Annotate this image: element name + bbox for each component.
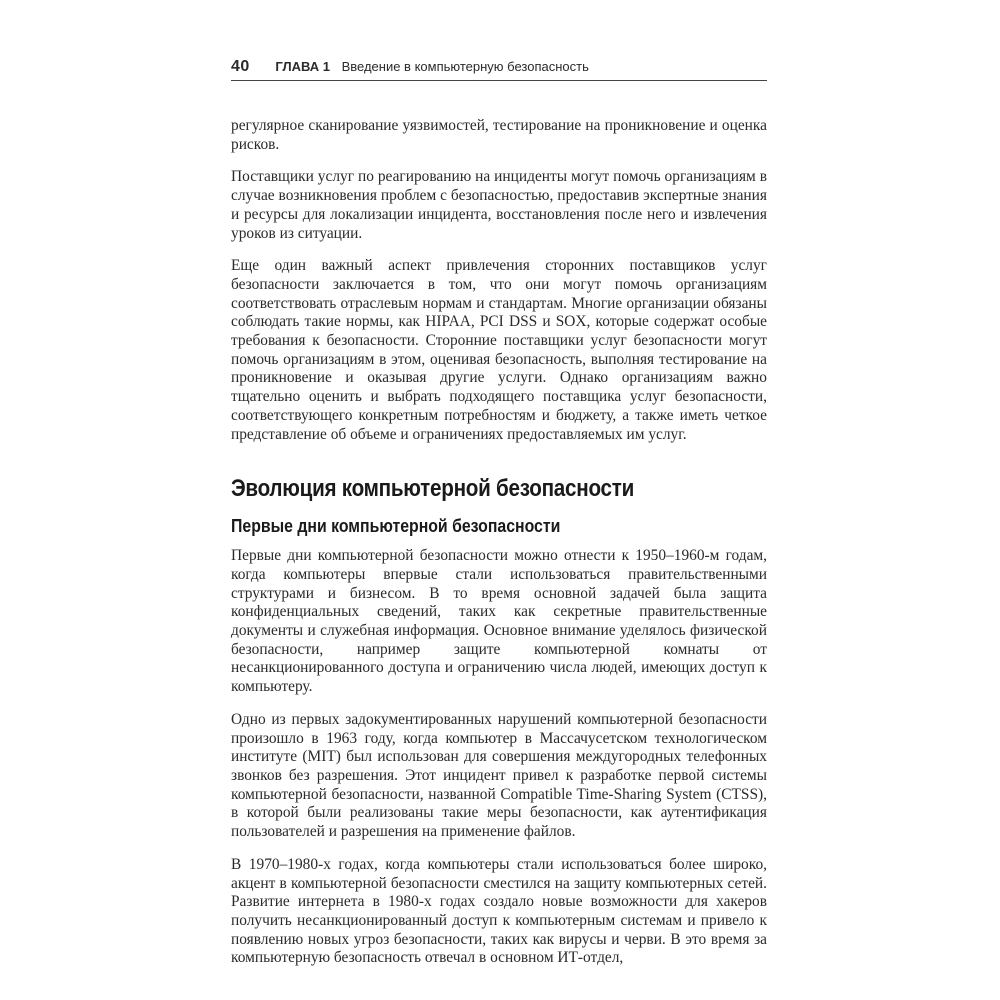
body-paragraph: Поставщики услуг по реагированию на инциденты могут помочь организациям в случае возникновения проблем с безопасностью, предоставив экспертные знания и ресурсы для локализации инцидента, восстановления после него и извлечения уроков из ситуации. — [231, 168, 767, 242]
subsection-heading: Первые дни компьютерной безопасности — [231, 516, 561, 537]
chapter-label: ГЛАВА 1 — [275, 59, 330, 74]
body-paragraph: Еще один важный аспект привлечения сторонних поставщиков услуг безопасности заключается в том, что они могут помочь организациям соответствовать отраслевым нормам и стандартам. Многие организации обязаны соблюдать такие нормы, как HIPAA, PCI DSS и SOX, которые содержат особые требования к безопасности. Сторонние поставщики услуг безопасности могут помочь организациям в этом, оценивая безопасность, выполняя тестирование на проникновение и оказывая другие услуги. Однако организациям важно тщательно оценить и выбрать подходящего поставщика услуг безопасности, соответствующего конкретным потребностям и бюджету, а также иметь четкое представление об объеме и ограничениях предоставляемых им услуг. — [231, 257, 767, 443]
page-body — [231, 117, 767, 982]
body-paragraph: регулярное сканирование уязвимостей, тестирование на проникновение и оценка рисков. — [231, 117, 767, 153]
running-header — [231, 58, 767, 80]
body-paragraph: Первые дни компьютерной безопасности можно отнести к 1950–1960-м годам, когда компьютеры впервые стали использоваться правительственными структурами и бизнесом. В то время основной задачей была защита конфиденциальных сведений, таких как секретные правительственные документы и служебная информация. Основное внимание уделялось физической безопасности, например защите компьютерной комнаты от несанкционированного доступа и ограничению числа людей, имеющих доступ к компьютеру. — [231, 547, 767, 696]
body-paragraph: В 1970–1980-х годах, когда компьютеры стали использоваться более широко, акцент в компьютерной безопасности сместился на защиту компьютерных сетей. Развитие интернета в 1980-х годах создало новые возможности для хакеров получить несанкционированный доступ к компьютерным системам и привело к появлению новых угроз безопасности, таких как вирусы и черви. В это время за компьютерную безопасность отвечал в основном ИТ-отдел, — [231, 855, 767, 967]
body-paragraph: Одно из первых задокументированных нарушений компьютерной безопасности произошло в 1963 году, когда компьютер в Массачусетском технологическом институте (MIT) был использован для совершения междугородных телефонных звонков без разрешения. Этот инцидент привел к разработке первой системы компьютерной безопасности, названной Compatible Time-Sharing System (CTSS), в которой были реализованы такие меры безопасности, как аутентификация пользователей и разрешения на применение файлов. — [231, 710, 767, 841]
page-number: 40 — [231, 58, 250, 75]
chapter-title: Введение в компьютерную безопасность — [341, 59, 589, 74]
header-divider — [231, 80, 767, 81]
section-heading: Эволюция компьютерной безопасности — [231, 475, 635, 503]
